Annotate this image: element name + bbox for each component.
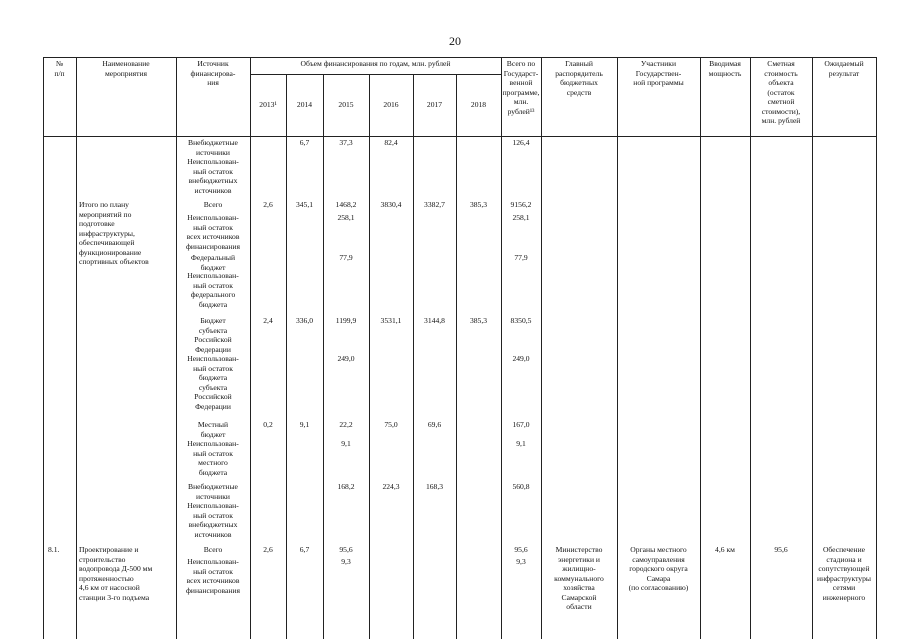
- row-value-y2017: 3144,8: [424, 316, 445, 325]
- row-total-value: 560,8: [512, 482, 530, 491]
- row-value-y2016: 3830,4: [380, 200, 402, 209]
- row-source: Неиспользован- ный остаток внебюджетных источников: [187, 501, 239, 539]
- header-manager: Главный распорядитель бюджетных средств: [555, 59, 603, 97]
- row-source: Всего: [203, 545, 223, 554]
- row-value-y2017: 168,3: [425, 482, 444, 491]
- row-value-y2015: 1199,9: [335, 316, 357, 325]
- header-num: № п/п: [54, 59, 65, 78]
- row-source: Неиспользован- ный остаток внебюджетных источников: [187, 157, 239, 195]
- row-value-y2016: 75,0: [384, 420, 398, 429]
- column-divider: [456, 74, 457, 639]
- table-border-top: [43, 57, 877, 58]
- header-year-2014: 2014: [296, 100, 313, 109]
- header-year-2017: 2017: [426, 100, 443, 109]
- column-divider: [369, 74, 370, 639]
- row-value-y2015: 168,2: [337, 482, 355, 491]
- row-value-y2014: 6,7: [299, 545, 310, 554]
- item-capacity: 4,6 км: [715, 545, 735, 554]
- row-total-value: 167,0: [512, 420, 530, 429]
- row-source: Неиспользован- ный остаток всех источников финансирования: [186, 213, 240, 251]
- row-total-value: 126,4: [512, 138, 530, 147]
- row-value-y2015: 37,3: [339, 138, 353, 147]
- row-value-y2018: 385,3: [469, 200, 488, 209]
- row-total-value: 249,0: [512, 354, 530, 363]
- row-total-value: 9,3: [516, 557, 526, 566]
- header-name: Наименование мероприятия: [102, 59, 150, 78]
- row-value-y2014: 345,1: [295, 200, 314, 209]
- row-value-y2016: 3531,1: [380, 316, 402, 325]
- header-bottom-line: [43, 136, 877, 137]
- row-value-y2015: 77,9: [339, 253, 353, 262]
- row-total-value: 9,1: [516, 439, 526, 448]
- header-result: Ожидаемый результат: [824, 59, 864, 78]
- row-source: Неиспользован- ный остаток местного бюджета: [187, 439, 239, 477]
- item-participants: Органы местного самоуправления городского округа Самара (по согласованию): [628, 545, 689, 592]
- row-value-y2015: 22,2: [339, 420, 353, 429]
- table-border-left: [43, 57, 44, 639]
- header-estimate: Сметная стоимость объекта (остаток сметной стоимости), млн. рублей: [761, 59, 801, 125]
- block-total-name: Итого по плану мероприятий по подготовке инфраструктуры, обеспечивающей функционирование спортивных объектов: [79, 200, 149, 266]
- column-divider: [413, 74, 414, 639]
- page-number: 20: [449, 34, 461, 48]
- header-total: Всего по Государст- венной программе, млн. рублей¹³: [502, 59, 540, 116]
- item-result: Обеспечение стадиона и сопутствующей инфраструктуры сетями инженерного: [817, 545, 871, 602]
- row-source: Всего: [203, 200, 223, 209]
- row-source: Неиспользован- ный остаток всех источников финансирования: [186, 557, 240, 595]
- item-name: Проектирование и строительство водопровода Д-500 мм протяженностью 4,6 км от насосной станции 3-го подъема: [79, 545, 153, 602]
- row-value-y2017: 69,6: [427, 420, 442, 429]
- row-total-value: 258,1: [512, 213, 530, 222]
- header-year-2015: 2015: [338, 100, 354, 109]
- header-year-2013: 2013¹: [259, 100, 277, 109]
- row-value-y2016: 82,4: [384, 138, 398, 147]
- row-source: Бюджет субъекта Российской Федерации: [194, 316, 232, 354]
- row-value-y2015: 249,0: [337, 354, 355, 363]
- header-divider: [250, 74, 501, 75]
- row-value-y2015: 1468,2: [335, 200, 357, 209]
- row-total-value: 8350,5: [510, 316, 532, 325]
- financing-table: [43, 57, 877, 639]
- row-total-value: 77,9: [514, 253, 528, 262]
- row-value-y2014: 6,7: [299, 138, 310, 147]
- row-value-y2015: 258,1: [337, 213, 355, 222]
- row-source: Неиспользован- ный остаток федерального бюджета: [187, 271, 239, 309]
- row-value-y2015: 95,6: [339, 545, 353, 554]
- row-value-y2013: 0,2: [263, 420, 273, 429]
- row-source: Федеральный бюджет: [190, 253, 236, 272]
- header-volume: Объем финансирования по годам, млн. рублей: [300, 59, 451, 68]
- row-source: Внебюджетные источники: [188, 482, 238, 501]
- row-total-value: 9156,2: [510, 200, 532, 209]
- row-source: Внебюджетные источники: [188, 138, 238, 157]
- header-year-2016: 2016: [383, 100, 399, 109]
- header-capacity: Вводимая мощность: [708, 59, 742, 78]
- row-value-y2013: 2,4: [263, 316, 273, 325]
- row-value-y2013: 2,6: [263, 545, 273, 554]
- row-value-y2016: 224,3: [382, 482, 400, 491]
- row-value-y2014: 9,1: [299, 420, 310, 429]
- header-source: Источник финансирова- ния: [190, 59, 236, 87]
- row-value-y2015: 9,1: [341, 439, 351, 448]
- header-participants: Участники Государствен- ной программы: [633, 59, 684, 87]
- row-value-y2018: 385,3: [469, 316, 488, 325]
- row-value-y2014: 336,0: [295, 316, 314, 325]
- item-number: 8.1.: [48, 545, 60, 554]
- header-year-2018: 2018: [470, 100, 487, 109]
- row-total-value: 95,6: [514, 545, 528, 554]
- row-value-y2017: 3382,7: [424, 200, 445, 209]
- row-source: Неиспользован- ный остаток бюджета субъекта Российской Федерации: [187, 354, 239, 411]
- row-value-y2013: 2,6: [263, 200, 273, 209]
- row-value-y2015: 9,3: [341, 557, 351, 566]
- row-source: Местный бюджет: [197, 420, 229, 439]
- item-estimate: 95,6: [774, 545, 788, 554]
- item-manager: Министерство энергетики и жилищно- коммунального хозяйства Самарской области: [554, 545, 604, 611]
- column-divider: [76, 57, 77, 639]
- table-border-right: [876, 57, 877, 639]
